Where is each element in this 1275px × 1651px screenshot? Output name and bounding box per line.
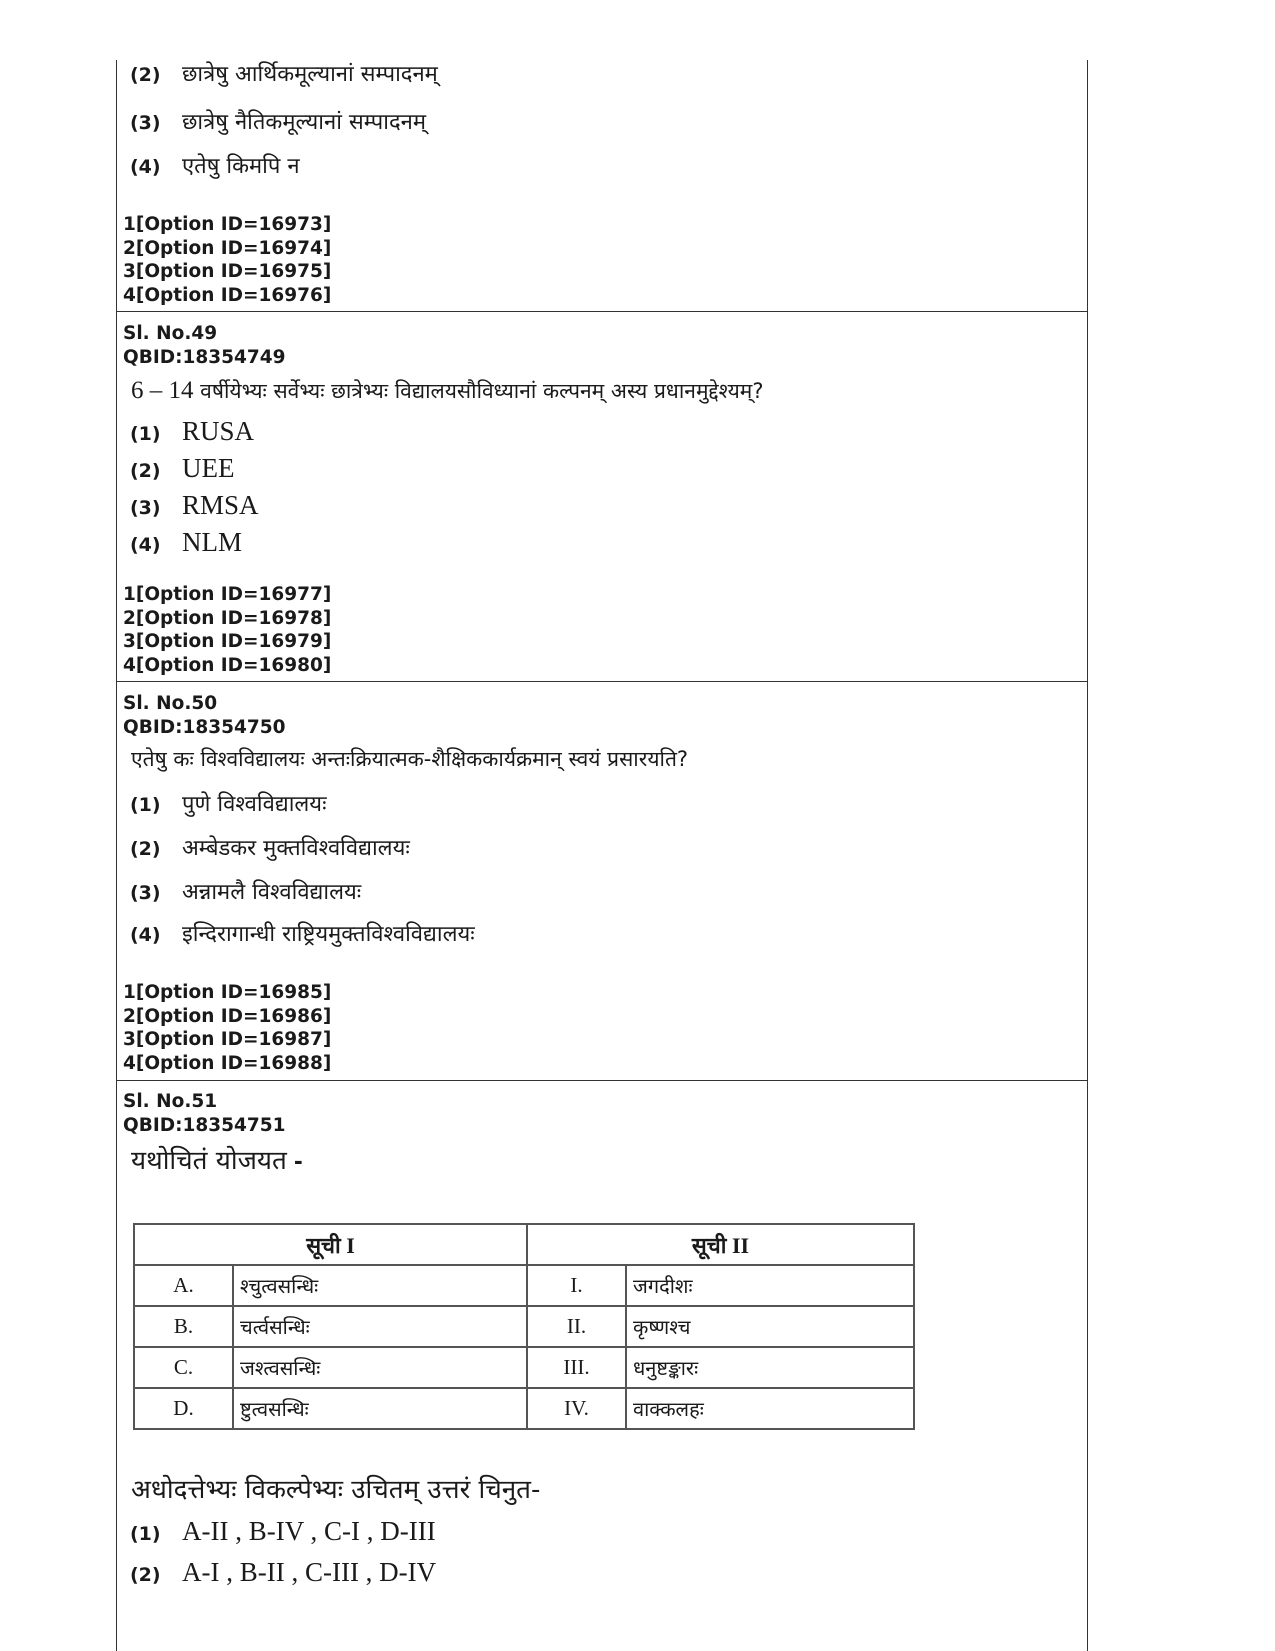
option-number: (3) (130, 112, 161, 134)
option-id: 4[Option ID=16976] (123, 284, 332, 306)
q50-option-4[interactable] (130, 918, 475, 948)
q50-option-1[interactable] (130, 788, 327, 818)
option-id: 3[Option ID=16987] (123, 1029, 332, 1050)
option-number: (3) (130, 882, 161, 904)
option-text: इन्दिरागान्धी राष्ट्रियमुक्तविश्वविद्यालयः (182, 922, 475, 947)
header-numeral: II (726, 1232, 750, 1258)
q49-option-ids (123, 583, 331, 677)
q50-question: एतेषु कः विश्वविद्यालयः अन्तःक्रियात्मक-शैक्षिककार्यक्रमान् स्वयं प्रसारयति? (131, 747, 689, 771)
option-text: A-I , B-II , C-III , D-IV (182, 1557, 437, 1587)
option-number: (4) (130, 534, 161, 556)
qbid: QBID:18354750 (123, 716, 286, 738)
option-id: 3[Option ID=16975] (123, 261, 332, 282)
qbid: QBID:18354751 (123, 1114, 286, 1136)
option-number: (1) (130, 1523, 161, 1545)
option-id: 2[Option ID=16978] (123, 607, 332, 629)
divider (116, 681, 1088, 682)
option-id: 2[Option ID=16974] (123, 237, 332, 259)
q51-instruction: अधोदत्तेभ्यः विकल्पेभ्यः उचितम् उत्तरं चिनुत- (131, 1475, 541, 1505)
option-text: अम्बेडकर मुक्तविश्वविद्यालयः (182, 836, 410, 861)
question-text: यथोचितं योजयत (131, 1146, 287, 1176)
left-value: जश्त्वसन्धिः (233, 1347, 527, 1388)
left-key: D. (134, 1388, 233, 1429)
qbid: QBID:18354749 (123, 346, 286, 368)
matching-table (133, 1223, 915, 1430)
option-text: RMSA (182, 490, 259, 520)
right-key: I. (527, 1265, 626, 1306)
option-id: 2[Option ID=16986] (123, 1005, 332, 1027)
q51-question (131, 1141, 303, 1177)
option-id: 1[Option ID=16973] (123, 214, 332, 235)
header-numeral: I (340, 1232, 355, 1258)
sl-no: Sl. No.49 (123, 323, 218, 344)
right-value: वाक्कलहः (626, 1388, 914, 1429)
option-number: (2) (130, 64, 161, 86)
left-value: ष्टुत्वसन्धिः (233, 1388, 527, 1429)
sl-no: Sl. No.50 (123, 693, 218, 714)
question-dash: - (286, 1145, 303, 1175)
q48-option-ids (123, 213, 331, 307)
table-row (134, 1306, 914, 1347)
q48-option-4[interactable] (130, 150, 300, 180)
option-text: RUSA (182, 416, 255, 446)
option-text: छात्रेषु नैतिकमूल्यानां सम्पादनम् (182, 110, 427, 135)
option-text: UEE (182, 453, 235, 483)
option-id: 4[Option ID=16988] (123, 1052, 332, 1074)
q49-header (123, 322, 285, 369)
option-number: (2) (130, 1564, 161, 1586)
list-1-header (134, 1224, 527, 1265)
option-number: (4) (130, 156, 161, 178)
option-text: पुणे विश्वविद्यालयः (182, 792, 327, 817)
q51-option-1[interactable] (130, 1516, 436, 1547)
left-value: श्चुत्वसन्धिः (233, 1265, 527, 1306)
q50-option-2[interactable] (130, 832, 410, 862)
question-rest: वर्षीयेभ्यः सर्वेभ्यः छात्रेभ्यः विद्यालयसौविध्यानां कल्पनम् अस्य प्रधानमुद्देश्यम्? (193, 379, 764, 403)
q51-option-2[interactable] (130, 1557, 436, 1588)
divider (116, 1080, 1088, 1081)
header-word: सूची (306, 1233, 341, 1259)
table-row (134, 1265, 914, 1306)
right-key: III. (527, 1347, 626, 1388)
option-text: छात्रेषु आर्थिकमूल्यानां सम्पादनम् (182, 62, 438, 87)
question-lead: 6 – 14 (131, 377, 194, 404)
q48-option-2[interactable] (130, 58, 438, 88)
option-number: (1) (130, 794, 161, 816)
q49-option-2[interactable] (130, 453, 234, 484)
right-value: धनुष्टङ्कारः (626, 1347, 914, 1388)
q49-option-4[interactable] (130, 527, 242, 558)
left-key: C. (134, 1347, 233, 1388)
left-value: चर्त्वसन्धिः (233, 1306, 527, 1347)
option-id: 3[Option ID=16979] (123, 631, 332, 652)
right-key: II. (527, 1306, 626, 1347)
list-2-header (527, 1224, 914, 1265)
option-number: (3) (130, 497, 161, 519)
option-text: NLM (182, 527, 242, 557)
option-text: एतेषु किमपि न (182, 154, 300, 179)
left-key: A. (134, 1265, 233, 1306)
q49-option-3[interactable] (130, 490, 259, 521)
q50-header (123, 692, 285, 739)
option-id: 1[Option ID=16977] (123, 584, 332, 605)
option-number: (2) (130, 460, 161, 482)
q50-option-3[interactable] (130, 876, 361, 906)
right-value: कृष्णश्च (626, 1306, 914, 1347)
option-number: (2) (130, 838, 161, 860)
q48-option-3[interactable] (130, 106, 426, 136)
right-value: जगदीशः (626, 1265, 914, 1306)
option-text: A-II , B-IV , C-I , D-III (182, 1516, 436, 1546)
sl-no: Sl. No.51 (123, 1091, 218, 1112)
q50-option-ids (123, 981, 331, 1075)
option-text: अन्नामलै विश्वविद्यालयः (182, 880, 362, 905)
header-word: सूची (691, 1233, 727, 1259)
option-id: 1[Option ID=16985] (123, 982, 332, 1003)
right-key: IV. (527, 1388, 626, 1429)
divider (116, 311, 1088, 312)
option-id: 4[Option ID=16980] (123, 654, 332, 676)
q49-question (131, 377, 763, 405)
option-number: (4) (130, 924, 161, 946)
q51-header (123, 1090, 285, 1137)
table-row (134, 1347, 914, 1388)
option-number: (1) (130, 423, 161, 445)
left-key: B. (134, 1306, 233, 1347)
table-row (134, 1388, 914, 1429)
q49-option-1[interactable] (130, 416, 254, 447)
table-header-row (134, 1224, 914, 1265)
